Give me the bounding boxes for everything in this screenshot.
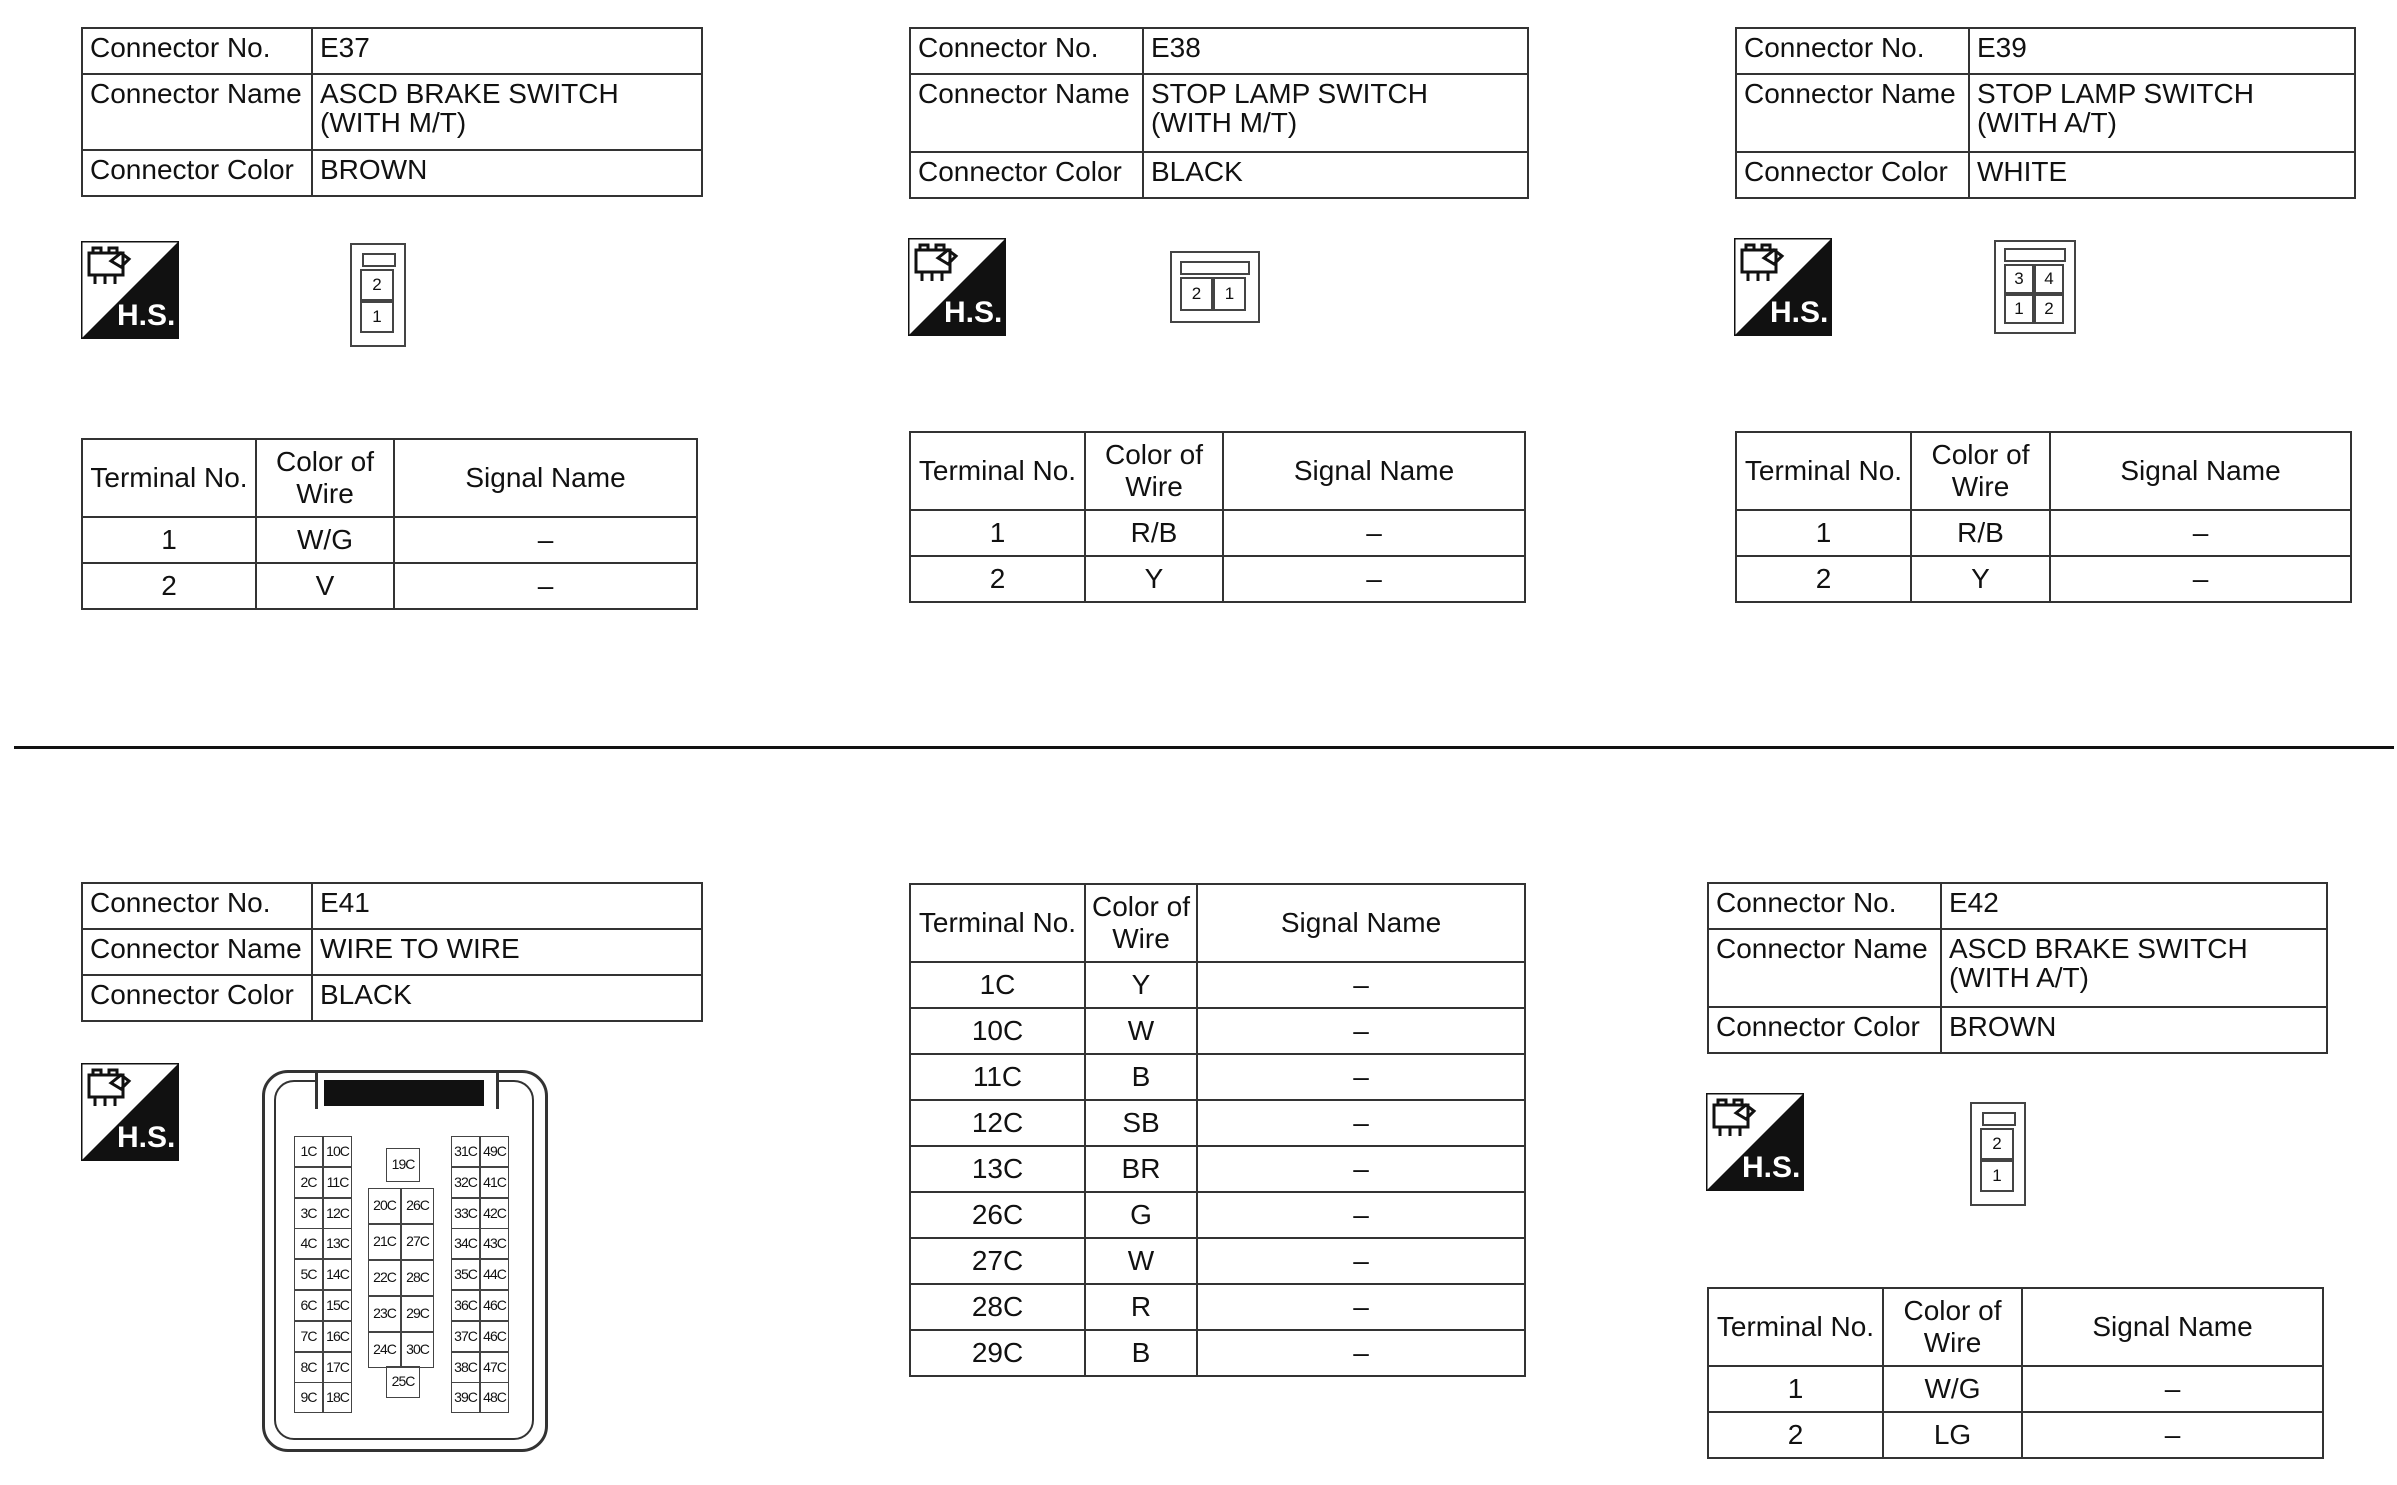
hs-label: H.S.	[1742, 1151, 1801, 1184]
terminal-no-header: Terminal No.	[1708, 1288, 1883, 1366]
connector-color-value: WHITE	[1969, 152, 2355, 198]
terminal-cell: 2	[82, 563, 256, 609]
e42-terminal-table	[1707, 1287, 2324, 1459]
pin-label: 14C	[323, 1259, 352, 1290]
wire-color-cell: W	[1085, 1008, 1197, 1054]
connector-no-label: Connector No.	[1708, 883, 1941, 929]
terminal-cell: 1	[82, 517, 256, 563]
hs-label: H.S.	[117, 1121, 176, 1154]
signal-cell: –	[1197, 1330, 1525, 1376]
pin-label: 27C	[401, 1224, 434, 1260]
terminal-cell: 27C	[910, 1238, 1085, 1284]
signal-cell: –	[2050, 510, 2351, 556]
table-row	[910, 1054, 1525, 1100]
connector-color-label: Connector Color	[82, 150, 312, 196]
signal-cell: –	[2022, 1412, 2323, 1458]
connector-name-line1: ASCD BRAKE SWITCH	[320, 78, 619, 109]
e41-terminal-table	[909, 883, 1526, 1377]
pin-label: 3C	[294, 1198, 323, 1229]
pin-label: 9C	[294, 1382, 323, 1413]
table-row	[82, 563, 697, 609]
connector-no-value: E41	[312, 883, 702, 929]
wire-color-cell: B	[1085, 1330, 1197, 1376]
wire-color-cell: Y	[1085, 556, 1223, 602]
pin-label: 18C	[323, 1382, 352, 1413]
pin-label: 4	[2034, 264, 2064, 294]
wire-color-cell: R/B	[1911, 510, 2050, 556]
color-of-wire-header-1: Color of	[275, 446, 375, 477]
terminal-cell: 1	[1708, 1366, 1883, 1412]
terminal-cell: 2	[910, 556, 1085, 602]
pin-label: 39C	[451, 1382, 480, 1413]
signal-name-header: Signal Name	[1197, 884, 1525, 962]
wire-color-cell: LG	[1883, 1412, 2022, 1458]
pin-label: 26C	[401, 1188, 434, 1224]
pin-label: 35C	[451, 1259, 480, 1290]
terminal-no-header: Terminal No.	[910, 884, 1085, 962]
terminal-no-header: Terminal No.	[82, 439, 256, 517]
pin-label: 1	[2004, 294, 2034, 324]
signal-cell: –	[1197, 1238, 1525, 1284]
color-of-wire-header-1: Color of	[1903, 1295, 2002, 1326]
pin-label: 48C	[480, 1382, 509, 1413]
table-row	[910, 556, 1525, 602]
pin-label: 1	[360, 301, 394, 333]
pin-label: 36C	[451, 1290, 480, 1321]
connector-name-line1: STOP LAMP SWITCH	[1151, 78, 1428, 109]
pin-label: 2C	[294, 1167, 323, 1198]
connector-color-label: Connector Color	[1736, 152, 1969, 198]
signal-cell: –	[1197, 1146, 1525, 1192]
wire-color-cell: Y	[1911, 556, 2050, 602]
wire-color-cell: R/B	[1085, 510, 1223, 556]
connector-name-label: Connector Name	[82, 74, 312, 150]
pin-label: 4C	[294, 1228, 323, 1259]
connector-name-line2: (WITH M/T)	[1151, 107, 1298, 138]
terminal-cell: 1	[1736, 510, 1911, 556]
e38-terminal-table	[909, 431, 1526, 603]
pin-label: 16C	[323, 1321, 352, 1352]
signal-cell: –	[2050, 556, 2351, 602]
terminal-cell: 11C	[910, 1054, 1085, 1100]
terminal-cell: 1C	[910, 962, 1085, 1008]
connector-name-label: Connector Name	[910, 74, 1143, 152]
pin-label: 8C	[294, 1352, 323, 1383]
color-of-wire-header-2: Wire	[1112, 923, 1170, 954]
connector-name-value: WIRE TO WIRE	[312, 929, 702, 975]
color-of-wire-header-2: Wire	[296, 478, 354, 509]
color-of-wire-header-2: Wire	[1923, 1327, 1982, 1358]
pin-label: 11C	[323, 1167, 352, 1198]
wire-color-cell: R	[1085, 1284, 1197, 1330]
harness-side-icon	[81, 1063, 179, 1161]
pin-label: 46C	[480, 1290, 509, 1321]
connector-name-line2: (WITH A/T)	[1977, 107, 2117, 138]
e39-info-table	[1735, 27, 2356, 199]
pin-label: 25C	[386, 1366, 420, 1398]
table-row	[82, 517, 697, 563]
pin-label: 44C	[480, 1259, 509, 1290]
pin-label: 2	[2034, 294, 2064, 324]
pin-label: 7C	[294, 1321, 323, 1352]
signal-cell: –	[1197, 962, 1525, 1008]
e37-info-table	[81, 27, 703, 197]
pin-label: 2	[1180, 277, 1213, 311]
e39-terminal-table	[1735, 431, 2352, 603]
terminal-cell: 13C	[910, 1146, 1085, 1192]
pin-label: 29C	[401, 1296, 434, 1332]
connector-no-value: E37	[312, 28, 702, 74]
connector-name-line2: (WITH M/T)	[320, 107, 467, 138]
table-row	[910, 1284, 1525, 1330]
e37-connector-face	[350, 243, 406, 347]
connector-color-label: Connector Color	[1708, 1007, 1941, 1053]
pin-label: 12C	[323, 1198, 352, 1229]
pin-label: 24C	[368, 1332, 401, 1368]
pin-label: 1	[1213, 277, 1246, 311]
connector-color-value: BROWN	[1941, 1007, 2327, 1053]
table-row	[910, 962, 1525, 1008]
signal-cell: –	[1223, 556, 1525, 602]
terminal-cell: 28C	[910, 1284, 1085, 1330]
pin-label: 1	[1980, 1160, 2014, 1192]
pin-label: 37C	[451, 1321, 480, 1352]
pin-label: 49C	[480, 1136, 509, 1167]
pin-label: 15C	[323, 1290, 352, 1321]
pin-label: 30C	[401, 1332, 434, 1368]
wire-color-cell: W	[1085, 1238, 1197, 1284]
hs-label: H.S.	[1770, 296, 1829, 329]
pin-label: 10C	[323, 1136, 352, 1167]
color-of-wire-header-1: Color of	[1931, 439, 2030, 470]
pin-label: 13C	[323, 1228, 352, 1259]
connector-name-line1: ASCD BRAKE SWITCH	[1949, 933, 2248, 964]
signal-name-header: Signal Name	[1223, 432, 1525, 510]
signal-name-header: Signal Name	[2050, 432, 2351, 510]
hs-label: H.S.	[944, 296, 1003, 329]
table-row	[910, 510, 1525, 556]
signal-cell: –	[1197, 1284, 1525, 1330]
signal-cell: –	[1197, 1100, 1525, 1146]
pin-label: 38C	[451, 1352, 480, 1383]
wire-color-cell: W/G	[1883, 1366, 2022, 1412]
signal-cell: –	[1197, 1192, 1525, 1238]
color-of-wire-header-2: Wire	[1951, 471, 2010, 502]
pin-label: 42C	[480, 1198, 509, 1229]
e37-terminal-table	[81, 438, 698, 610]
terminal-no-header: Terminal No.	[1736, 432, 1911, 510]
pin-label: 19C	[386, 1148, 420, 1182]
pin-label: 21C	[368, 1224, 401, 1260]
connector-color-label: Connector Color	[82, 975, 312, 1021]
e41-info-table	[81, 882, 703, 1022]
connector-color-value: BLACK	[312, 975, 702, 1021]
terminal-cell: 2	[1736, 556, 1911, 602]
signal-name-header: Signal Name	[2022, 1288, 2323, 1366]
wire-color-cell: Y	[1085, 962, 1197, 1008]
color-of-wire-header-1: Color of	[1104, 439, 1204, 470]
pin-label: 33C	[451, 1198, 480, 1229]
pin-label: 2	[1980, 1128, 2014, 1160]
pin-label: 34C	[451, 1228, 480, 1259]
terminal-cell: 2	[1708, 1412, 1883, 1458]
signal-cell: –	[1197, 1008, 1525, 1054]
connector-no-value: E42	[1941, 883, 2327, 929]
signal-cell: –	[1223, 510, 1525, 556]
table-row	[1736, 510, 2351, 556]
pin-label: 22C	[368, 1260, 401, 1296]
signal-name-header: Signal Name	[394, 439, 697, 517]
connector-name-label: Connector Name	[1708, 929, 1941, 1007]
table-row	[1708, 1412, 2323, 1458]
color-of-wire-header-1: Color of	[1091, 891, 1191, 922]
pin-label: 5C	[294, 1259, 323, 1290]
table-row	[910, 1330, 1525, 1376]
harness-side-icon	[81, 241, 179, 339]
pin-label: 46C	[480, 1321, 509, 1352]
pin-label: 32C	[451, 1167, 480, 1198]
pin-label: 2	[360, 269, 394, 301]
pin-label: 17C	[323, 1352, 352, 1383]
pin-label: 47C	[480, 1352, 509, 1383]
terminal-cell: 29C	[910, 1330, 1085, 1376]
table-row	[1708, 1366, 2323, 1412]
wire-color-cell: SB	[1085, 1100, 1197, 1146]
wire-color-cell: G	[1085, 1192, 1197, 1238]
e38-info-table	[909, 27, 1529, 199]
table-row	[910, 1238, 1525, 1284]
pin-label: 43C	[480, 1228, 509, 1259]
color-of-wire-header-2: Wire	[1125, 471, 1183, 502]
wire-color-cell: B	[1085, 1054, 1197, 1100]
table-row	[910, 1146, 1525, 1192]
e38-connector-face	[1170, 251, 1260, 323]
signal-cell: –	[1197, 1054, 1525, 1100]
connector-name-line2: (WITH A/T)	[1949, 962, 2089, 993]
terminal-cell: 12C	[910, 1100, 1085, 1146]
wire-color-cell: BR	[1085, 1146, 1197, 1192]
connector-no-label: Connector No.	[910, 28, 1143, 74]
connector-no-label: Connector No.	[82, 883, 312, 929]
pin-label: 3	[2004, 264, 2034, 294]
terminal-cell: 1	[910, 510, 1085, 556]
connector-name-line1: STOP LAMP SWITCH	[1977, 78, 2254, 109]
connector-no-label: Connector No.	[1736, 28, 1969, 74]
pin-label: 6C	[294, 1290, 323, 1321]
e42-info-table	[1707, 882, 2328, 1054]
table-row	[1736, 556, 2351, 602]
pin-label: 28C	[401, 1260, 434, 1296]
terminal-no-header: Terminal No.	[910, 432, 1085, 510]
signal-cell: –	[2022, 1366, 2323, 1412]
hs-label: H.S.	[117, 299, 176, 332]
table-row	[910, 1008, 1525, 1054]
connector-color-value: BROWN	[312, 150, 702, 196]
terminal-cell: 10C	[910, 1008, 1085, 1054]
harness-side-icon	[908, 238, 1006, 336]
connector-name-label: Connector Name	[82, 929, 312, 975]
connector-no-value: E39	[1969, 28, 2355, 74]
connector-color-label: Connector Color	[910, 152, 1143, 198]
table-row	[910, 1192, 1525, 1238]
pin-label: 31C	[451, 1136, 480, 1167]
wire-color-cell: V	[256, 563, 394, 609]
pin-label: 20C	[368, 1188, 401, 1224]
signal-cell: –	[394, 517, 697, 563]
e42-connector-face	[1970, 1102, 2026, 1206]
signal-cell: –	[394, 563, 697, 609]
terminal-cell: 26C	[910, 1192, 1085, 1238]
harness-side-icon	[1706, 1093, 1804, 1191]
connector-color-value: BLACK	[1143, 152, 1528, 198]
connector-no-label: Connector No.	[82, 28, 312, 74]
connector-no-value: E38	[1143, 28, 1528, 74]
connector-name-label: Connector Name	[1736, 74, 1969, 152]
e39-connector-face	[1994, 240, 2076, 334]
pin-label: 41C	[480, 1167, 509, 1198]
pin-label: 1C	[294, 1136, 323, 1167]
pin-label: 23C	[368, 1296, 401, 1332]
section-divider	[14, 746, 2394, 749]
wire-color-cell: W/G	[256, 517, 394, 563]
table-row	[910, 1100, 1525, 1146]
harness-side-icon	[1734, 238, 1832, 336]
